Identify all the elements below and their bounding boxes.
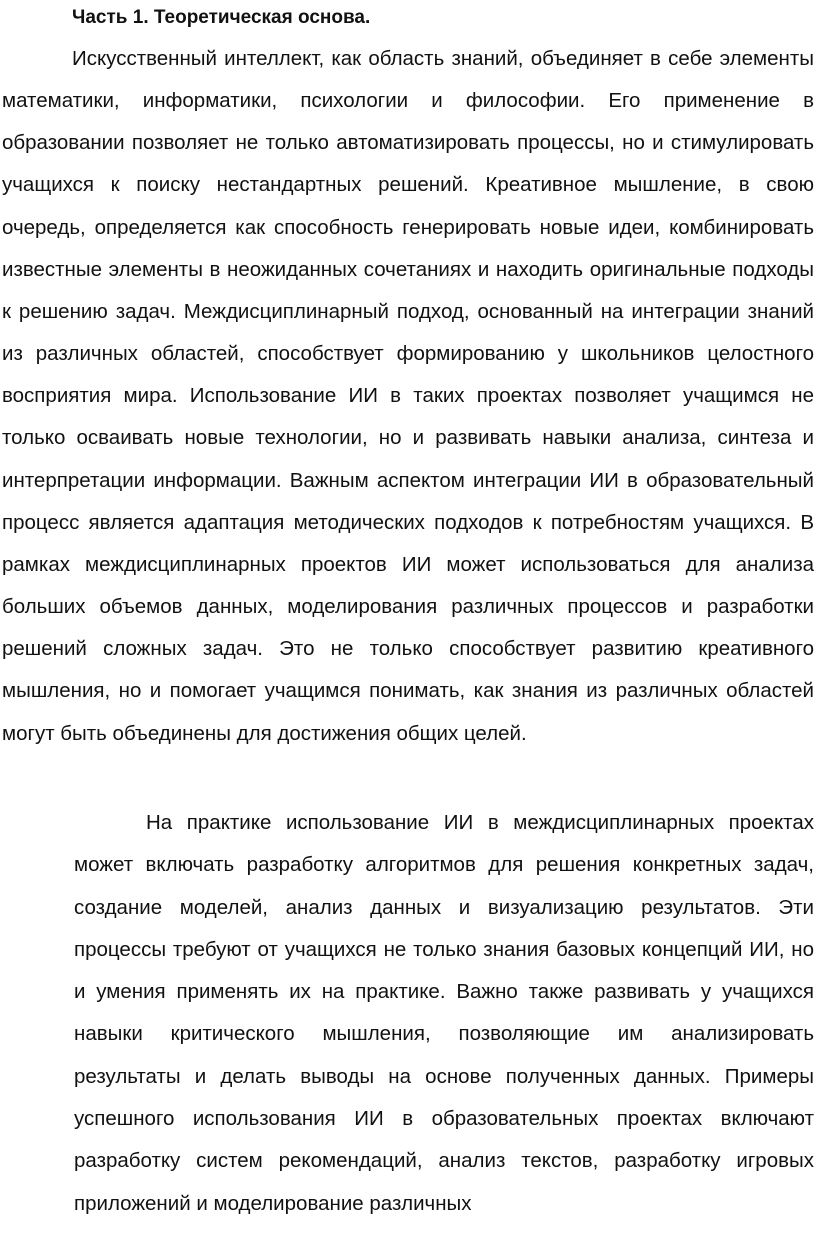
paragraph-theory: Искусственный интеллект, как область знаний, объединяет в себе элементы математики, информатики, психологии и философии. Его применение в образовании позволяет не только автоматизировать процессы, но и стимулировать учащихся к поиску нестандартных решений. Креативное мышление, в свою очередь, определяется как способность генерировать новые идеи, комбинировать известные элементы в неожиданных сочетаниях и находить оригинальные подходы к решению задач. Междисциплинарный подход, основанный на интеграции знаний из различных областей, способствует формированию у школьников целостного восприятия мира. Использование ИИ в таких проектах позволяет учащимся не только осваивать новые технологии, но и развивать навыки анализа, синтеза и интерпретации информации. Важным аспектом интеграции ИИ в образовательный процесс является адаптация методических подходов к потребностям учащихся. В рамках междисциплинарных проектов ИИ может использоваться для анализа больших объемов данных, моделирования различных процессов и разработки решений сложных задач. Это не только способствует развитию креативного мышления, но и помогает учащимся понимать, как знания из различных областей могут быть объединены для достижения общих целей. (2, 47, 814, 745)
section-heading: Часть 1. Теоретическая основа. (72, 7, 371, 28)
paragraph-practice: На практике использование ИИ в междисциплинарных проектах может включать разработку алгоритмов для решения конкретных задач, создание моделей, анализ данных и визуализацию результатов. Эти процессы требуют от учащихся не только знания базовых концепций ИИ, но и умения применять их на практике. Важно также развивать у учащихся навыки критического мышления, позволяющие им анализировать результаты и делать выводы на основе полученных данных. Примеры успешного использования ИИ в образовательных проектах включают разработку систем рекомендаций, анализ текстов, разработку игровых приложений и моделирование различных (74, 811, 814, 1215)
